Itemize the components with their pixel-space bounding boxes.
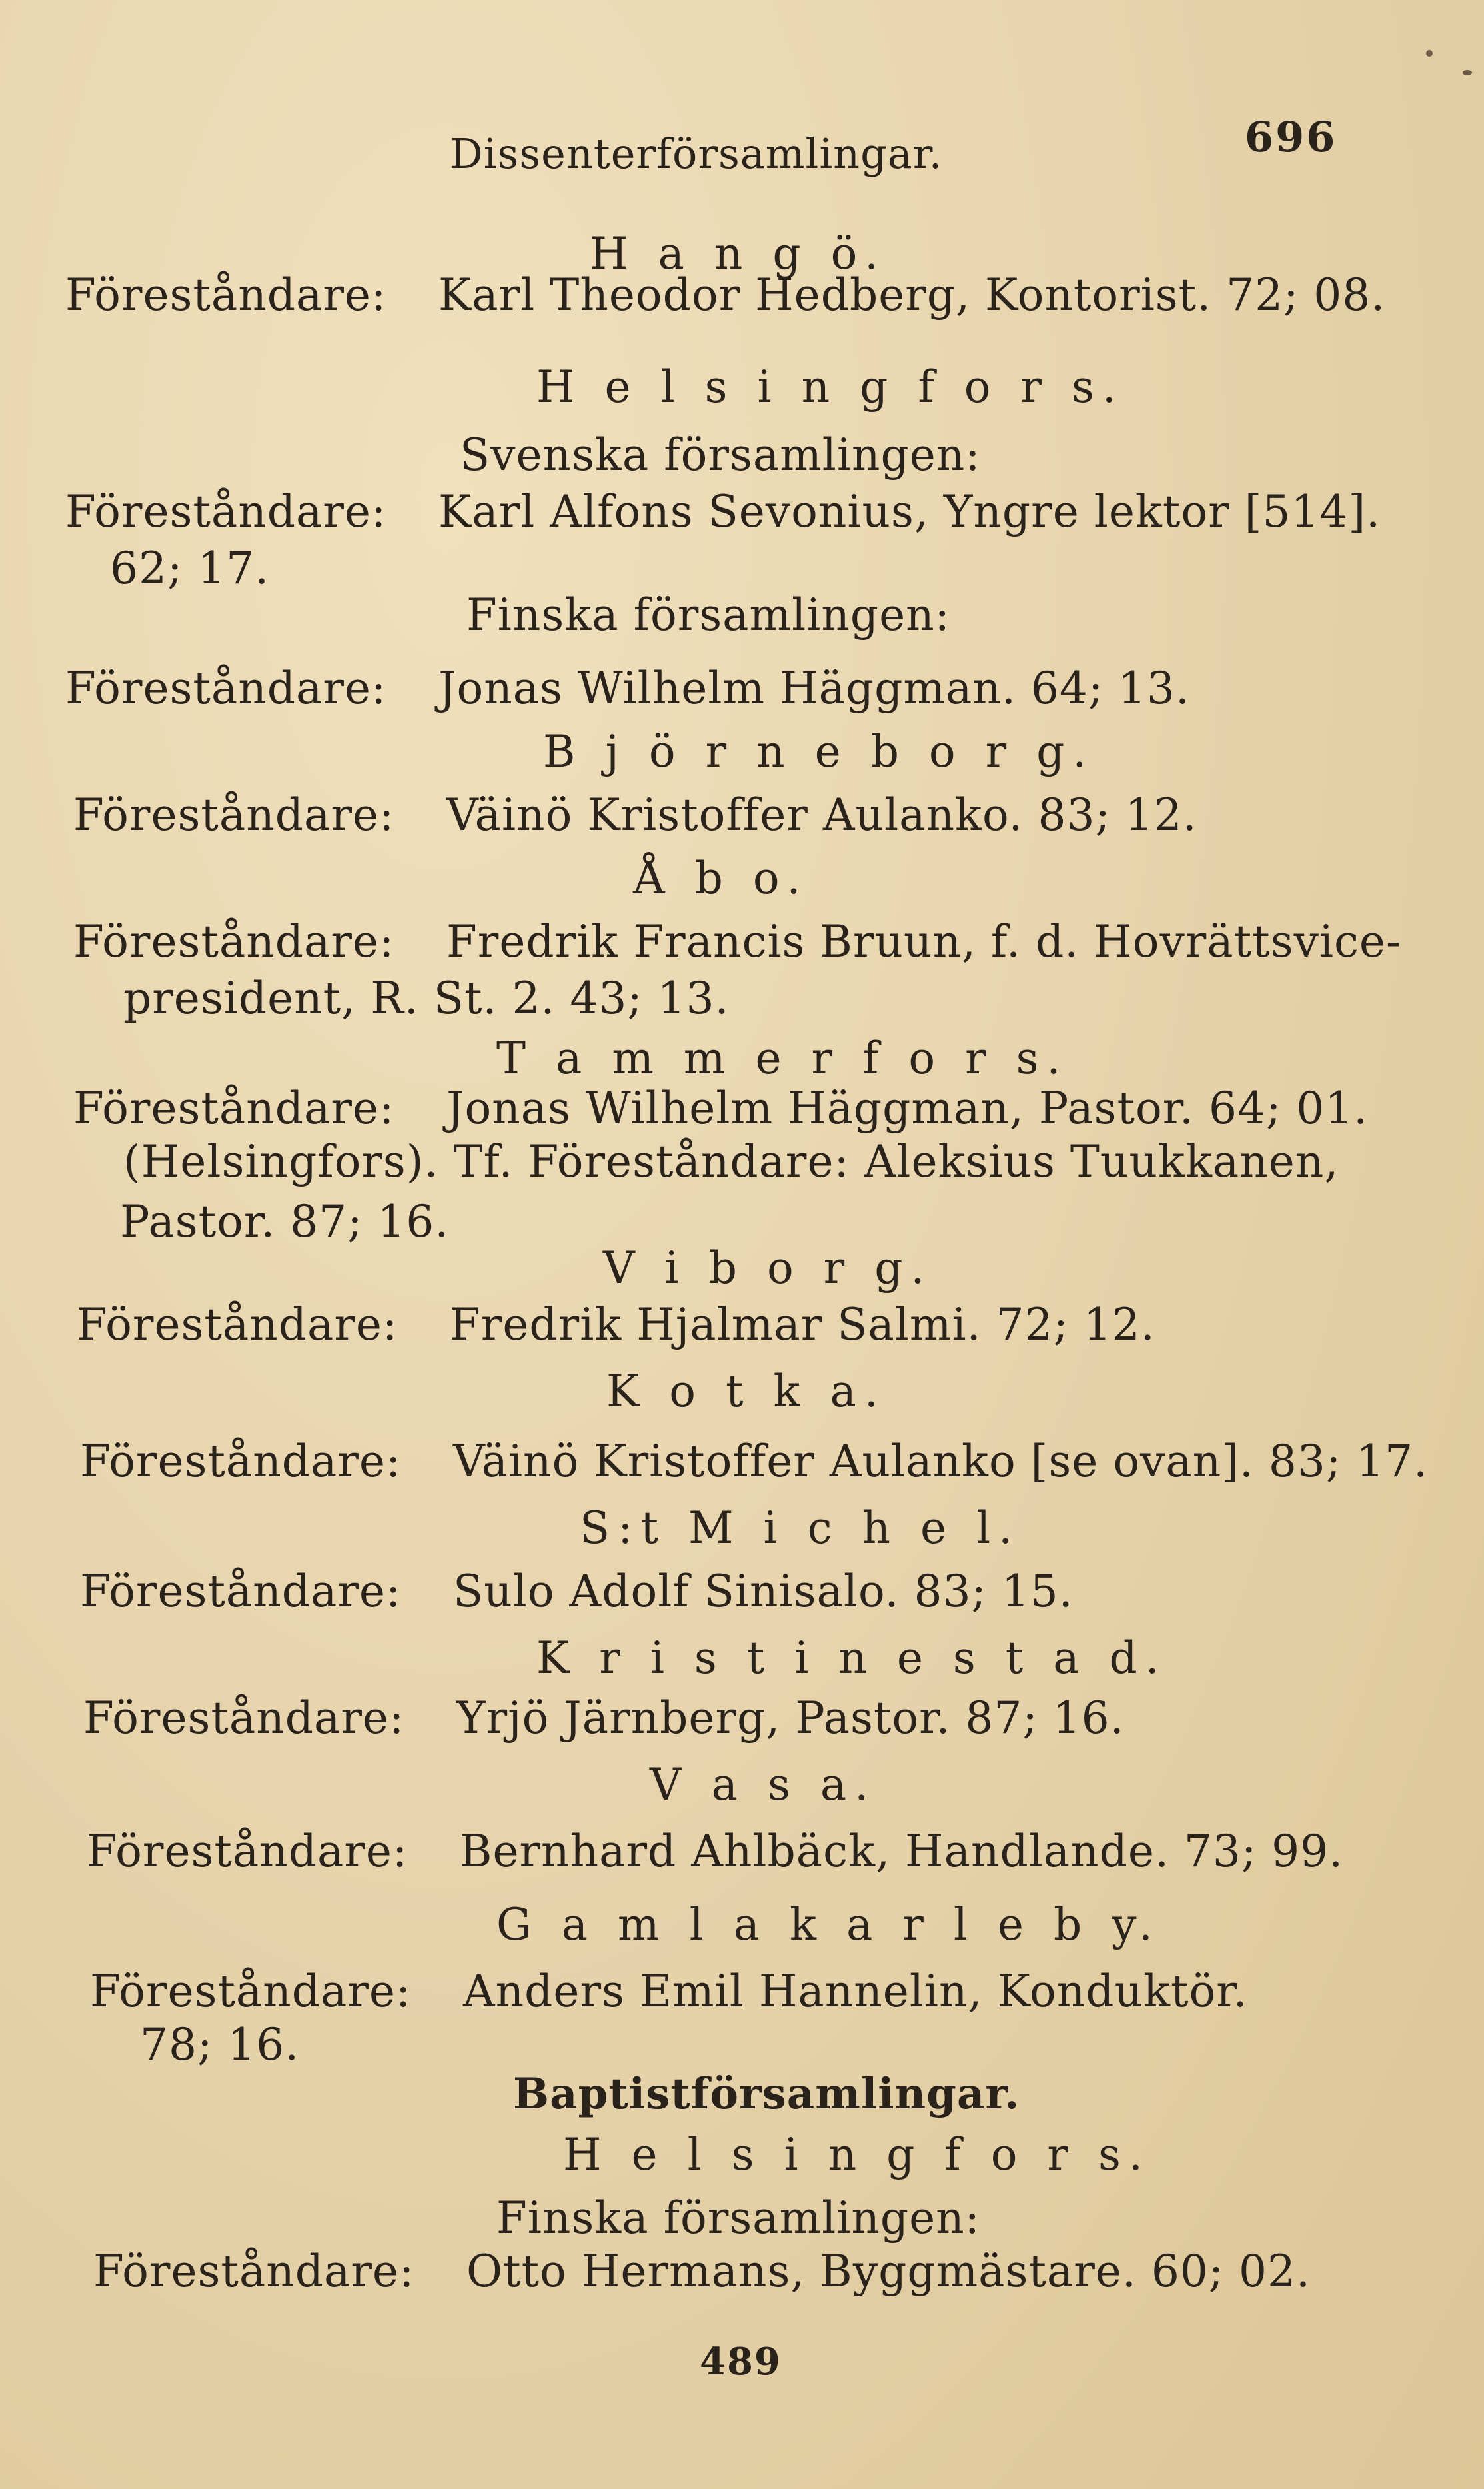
entry-text: Väinö Kristoffer Aulanko. 83; 12.	[446, 789, 1197, 841]
entry-label: Föreståndare:	[83, 1692, 405, 1744]
entry-text: Sulo Adolf Sinisalo. 83; 15.	[453, 1566, 1074, 1617]
entry-abo	[73, 916, 1402, 967]
entry-text: Anders Emil Hannelin, Konduktör.	[463, 1966, 1248, 2017]
place-heading-viborg: V i b o r g.	[603, 1243, 933, 1294]
entry-text: Otto Hermans, Byggmästare. 60; 02.	[466, 2246, 1311, 2297]
entry-continuation: 62; 17.	[110, 543, 270, 594]
page-number: 696	[1245, 113, 1337, 161]
entry-label: Föreståndare:	[65, 663, 387, 714]
entry-text: Karl Theodor Hedberg, Kontorist. 72; 08.	[438, 269, 1386, 321]
entry-label: Föreståndare:	[93, 2246, 415, 2297]
paper-spot	[1463, 70, 1472, 75]
entry-label: Föreståndare:	[65, 486, 387, 537]
place-heading-hango: H a n g ö.	[590, 228, 887, 279]
entry-gamlakarleby	[90, 1966, 1248, 2017]
entry-label: Föreståndare:	[87, 1826, 408, 1877]
entry-st-michel	[80, 1566, 1074, 1617]
place-heading-st-michel: S:t M i c h e l.	[580, 1502, 1021, 1554]
place-heading-vasa: V a s a.	[650, 1759, 877, 1810]
entry-label: Föreståndare:	[80, 1436, 402, 1487]
entry-helsingfors-baptist	[93, 2246, 1311, 2297]
entry-text: Jonas Wilhelm Häggman. 64; 13.	[438, 663, 1190, 714]
entry-helsingfors-svenska	[65, 486, 1381, 537]
entry-label: Föreståndare:	[73, 1083, 395, 1134]
place-heading-bjorneborg: B j ö r n e b o r g.	[543, 726, 1095, 777]
place-heading-helsingfors-baptist: H e l s i n g f o r s.	[563, 2129, 1151, 2180]
place-heading-tammerfors: T a m m e r f o r s.	[496, 1033, 1069, 1084]
entry-kristinestad	[83, 1692, 1125, 1744]
entry-label: Föreståndare:	[90, 1966, 412, 2017]
entry-kotka	[80, 1436, 1429, 1487]
entry-text: Väinö Kristoffer Aulanko [se ovan]. 83; 17.	[453, 1436, 1429, 1487]
place-heading-abo: Å b o.	[633, 853, 809, 904]
place-heading-gamlakarleby: G a m l a k a r l e b y.	[496, 1899, 1161, 1950]
entry-helsingfors-finska	[65, 663, 1190, 714]
entry-text: Bernhard Ahlbäck, Handlande. 73; 99.	[460, 1826, 1344, 1877]
entry-tammerfors	[73, 1083, 1369, 1134]
entry-continuation: president, R. St. 2. 43; 13.	[123, 973, 730, 1024]
printer-signature: 489	[700, 2340, 782, 2384]
entry-text: Yrjö Järnberg, Pastor. 87; 16.	[456, 1692, 1125, 1744]
place-heading-helsingfors: H e l s i n g f o r s.	[536, 361, 1124, 413]
entry-viborg	[77, 1299, 1155, 1350]
entry-label: Föreståndare:	[65, 269, 387, 321]
place-heading-kotka: K o t k a.	[606, 1366, 886, 1417]
subheading-finska-baptist: Finska församlingen:	[496, 2192, 980, 2244]
entry-text: Fredrik Hjalmar Salmi. 72; 12.	[450, 1299, 1155, 1350]
entry-text: Karl Alfons Sevonius, Yngre lektor [514].	[438, 486, 1381, 537]
entry-label: Föreståndare:	[73, 916, 395, 967]
entry-label: Föreståndare:	[80, 1566, 402, 1617]
entry-text: Jonas Wilhelm Häggman, Pastor. 64; 01.	[446, 1083, 1369, 1134]
entry-hango	[65, 269, 1386, 321]
entry-continuation: 78; 16.	[140, 2019, 300, 2070]
paper-spot	[1426, 50, 1433, 57]
entry-bjorneborg	[73, 789, 1197, 841]
place-heading-kristinestad: K r i s t i n e s t a d.	[536, 1632, 1167, 1684]
entry-continuation: Pastor. 87; 16.	[120, 1196, 450, 1247]
entry-label: Föreståndare:	[73, 789, 395, 841]
entry-vasa	[87, 1826, 1344, 1877]
subheading-finska: Finska församlingen:	[466, 589, 950, 641]
section-heading-baptist: Baptistförsamlingar.	[513, 2069, 1020, 2119]
entry-text: Fredrik Francis Bruun, f. d. Hovrättsvice-	[446, 916, 1402, 967]
entry-continuation: (Helsingfors). Tf. Föreståndare: Aleksius Tuukkanen,	[123, 1136, 1339, 1187]
entry-label: Föreståndare:	[77, 1299, 398, 1350]
running-header: Dissenterförsamlingar.	[450, 129, 943, 178]
subheading-svenska: Svenska församlingen:	[460, 429, 981, 481]
